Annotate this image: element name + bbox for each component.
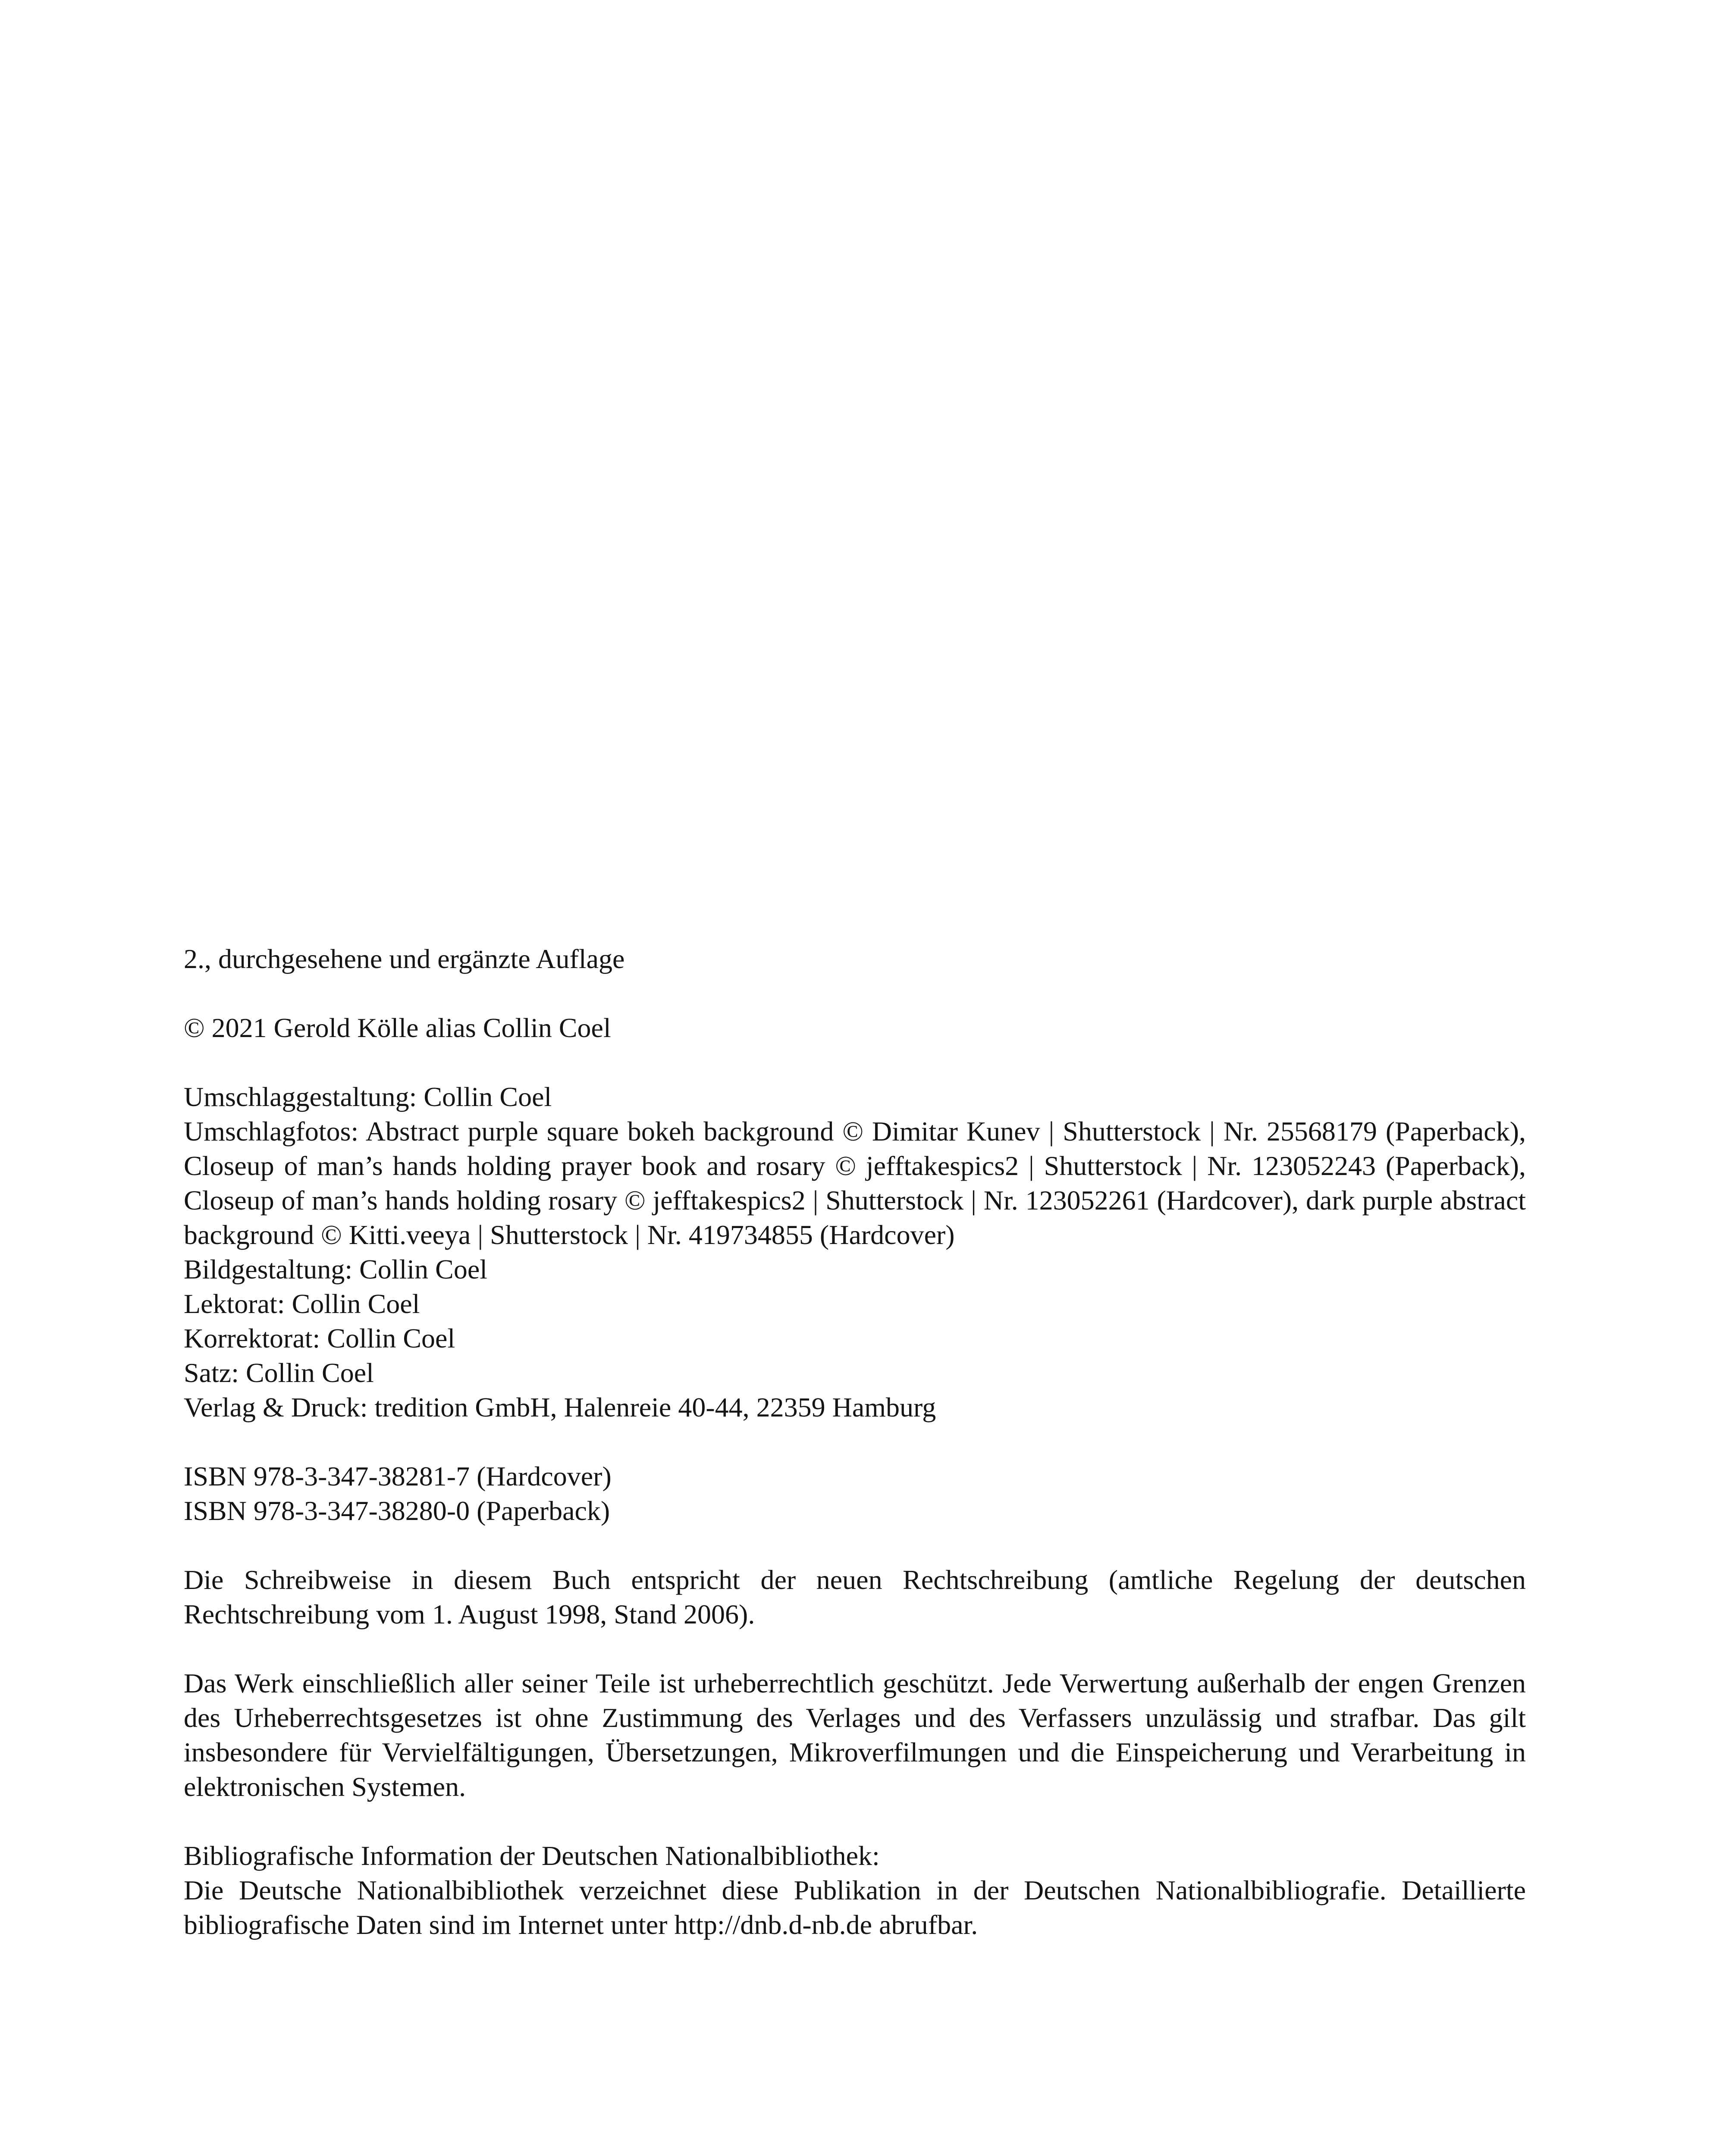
copyright-block [184, 1011, 1526, 1045]
cover-design-credit: Umschlaggestaltung: Collin Coel [184, 1081, 552, 1112]
cover-photos-credit: Umschlagfotos: Abstract purple square bokeh background © Dimitar Kunev | Shutterstock | Nr. 25568179 (Paperback), Closeup of man’s hands holding prayer book and rosary © jefftakespics2 | Shutterstock | Nr. 123052243 (Paperback), Closeup of man’s hands holding rosary © jefftakespics2 | Shutterstock | Nr. 123052261 (Hardcover), dark purple abstract background © Kitti.veeya | Shutterstock | Nr. 419734855 (Hardcover) [184, 1116, 1526, 1250]
isbn-hardcover: ISBN 978-3-347-38281-7 (Hardcover) [184, 1461, 612, 1492]
copyright-notice: © 2021 Gerold Kölle alias Collin Coel [184, 1012, 611, 1043]
isbn-block [184, 1459, 1526, 1528]
bibliographic-heading: Bibliografische Information der Deutschen Nationalbibliothek: [184, 1840, 880, 1871]
typesetting-credit: Satz: Collin Coel [184, 1357, 374, 1388]
proofreading-credit: Korrektorat: Collin Coel [184, 1323, 455, 1354]
credits-block [184, 1080, 1526, 1425]
publisher-credit: Verlag & Druck: tredition GmbH, Halenreie 40-44, 22359 Hamburg [184, 1392, 936, 1423]
spelling-block [184, 1563, 1526, 1632]
edition-statement: 2., durchgesehene und ergänzte Auflage [184, 943, 625, 974]
legal-notice: Das Werk einschließlich aller seiner Teile ist urheberrechtlich geschützt. Jede Verwertung außerhalb der engen Grenzen des Urheberrechtsgesetzes ist ohne Zustimmung des Verlages und des Verfassers unzulässig und strafbar. Das gilt insbesondere für Vervielfältigungen, Übersetzungen, Mikroverfilmungen und die Einspeicherung und Verarbeitung in elektronischen Systemen. [184, 1668, 1526, 1802]
imprint-page [184, 942, 1526, 1942]
edition-block [184, 942, 1526, 976]
bibliographic-block [184, 1839, 1526, 1942]
editing-credit: Lektorat: Collin Coel [184, 1288, 420, 1319]
spelling-note: Die Schreibweise in diesem Buch entspricht der neuen Rechtschreibung (amtliche Regelung der deutschen Rechtschreibung vom 1. August 1998, Stand 2006). [184, 1564, 1526, 1630]
legal-block [184, 1666, 1526, 1804]
isbn-paperback: ISBN 978-3-347-38280-0 (Paperback) [184, 1495, 610, 1526]
image-design-credit: Bildgestaltung: Collin Coel [184, 1254, 487, 1285]
bibliographic-text: Die Deutsche Nationalbibliothek verzeichnet diese Publikation in der Deutschen Nationalbibliografie. Detaillierte bibliografische Daten sind im Internet unter http://dnb.d-nb.de abrufbar. [184, 1875, 1526, 1940]
